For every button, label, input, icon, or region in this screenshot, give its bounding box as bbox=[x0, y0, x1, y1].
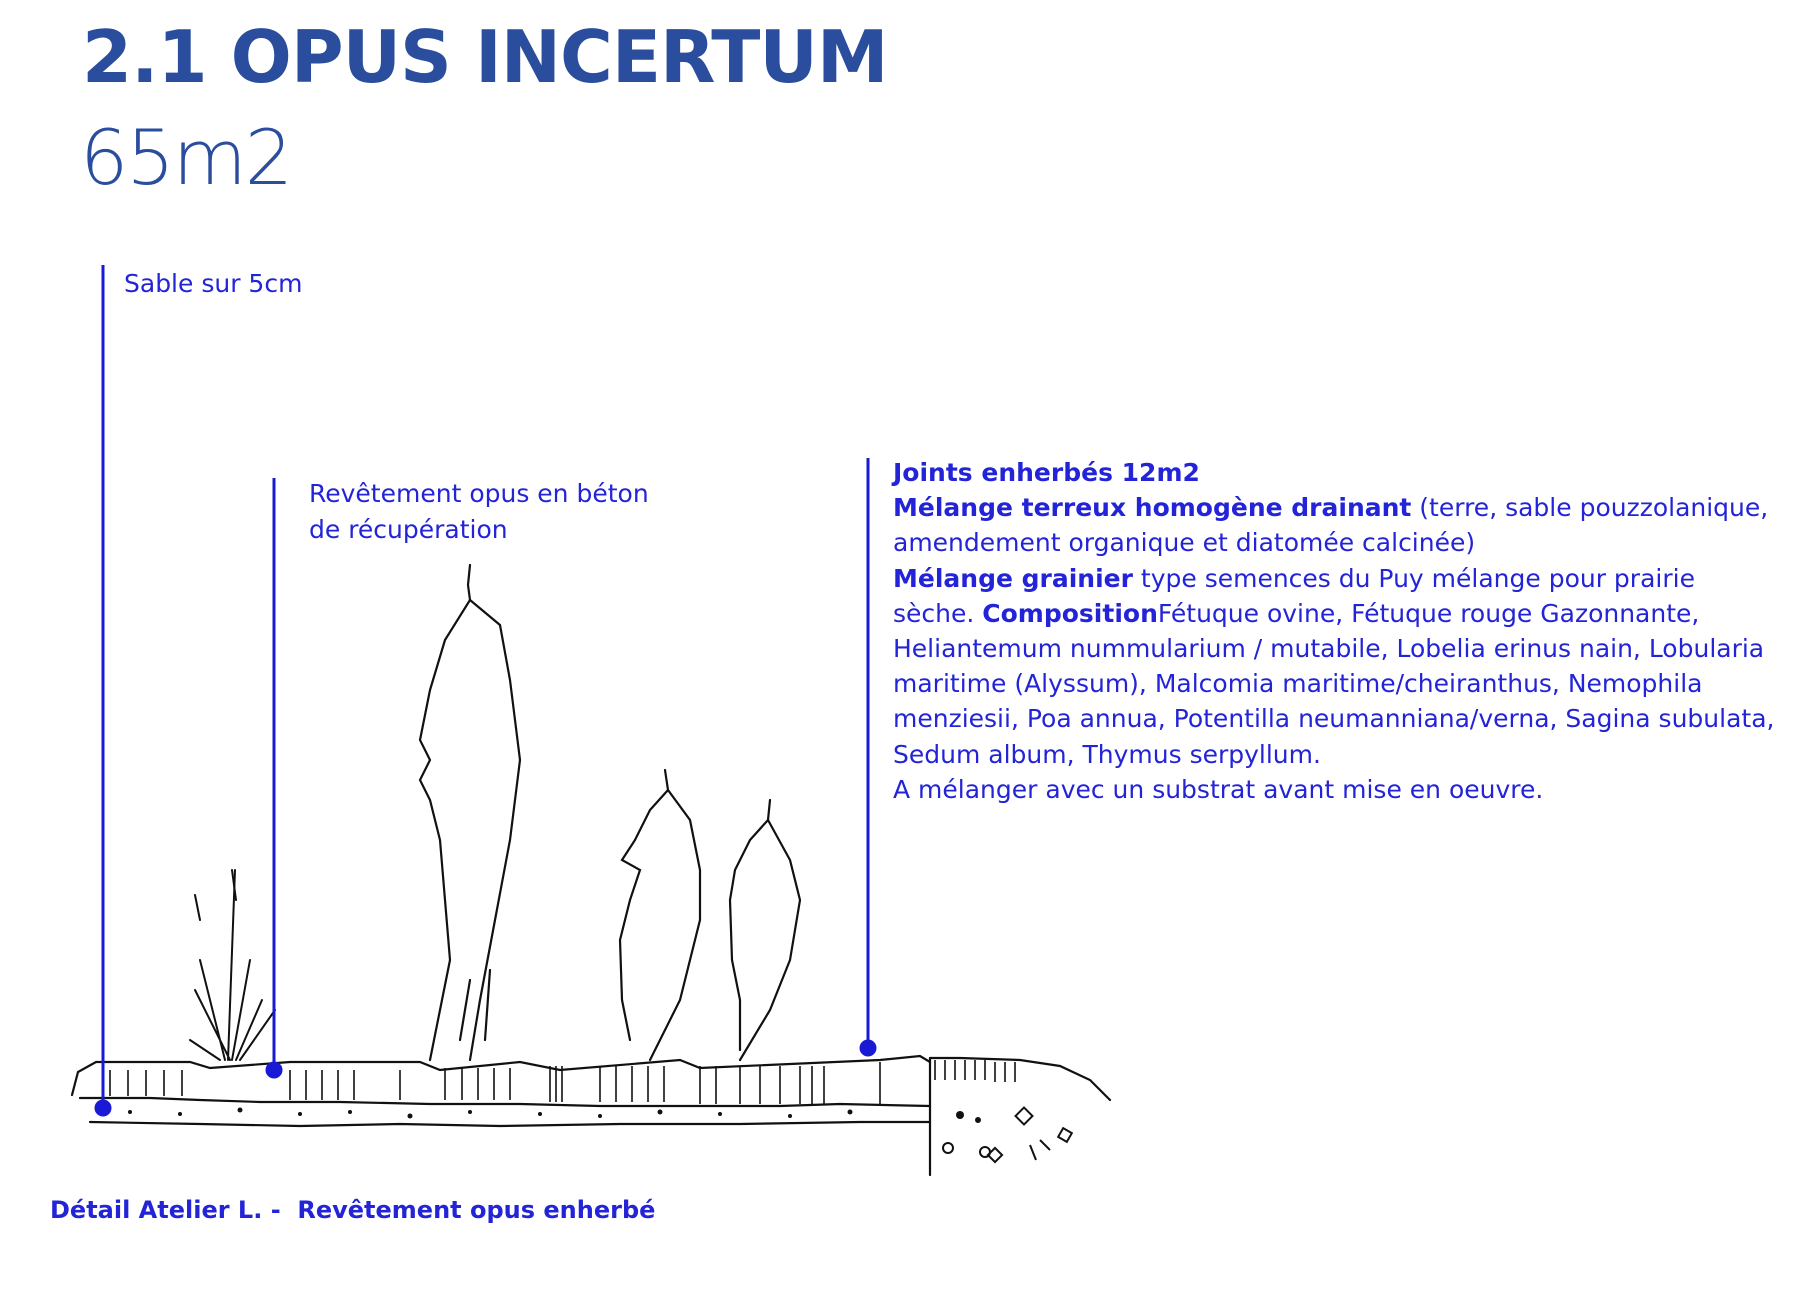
figure-tall bbox=[420, 565, 520, 1060]
page-title: 2.1 OPUS INCERTUM bbox=[82, 15, 888, 99]
figure-middle bbox=[620, 770, 800, 1060]
grass-tuft bbox=[190, 870, 275, 1060]
melange-grainier-title: Mélange grainier bbox=[893, 563, 1133, 593]
area-value: 65m2 bbox=[80, 113, 292, 202]
figure-caption: Détail Atelier L. - Revêtement opus enherbé bbox=[50, 1196, 656, 1224]
gravel bbox=[128, 1108, 981, 1124]
melange-terreux-text: (terre, sable pouzzolanique, amendement organique et diatomée calcinée) bbox=[893, 493, 1769, 558]
label-revetement-line2: de récupération bbox=[309, 515, 508, 544]
paving-slabs bbox=[110, 1060, 1015, 1104]
composition-text: Fétuque ovine, Fétuque rouge Gazonnante, Heliantemum nummularium / mutabile, Lobelia erinus nain, Lobularia maritime (Alyssum), Malcomia maritime/cheiranthus, Nemophila menziesii, Poa annua, Potentilla neumanniana/verna, Sagina subulata, Sedum album, Thymus serpyllum. bbox=[893, 598, 1775, 769]
composition-title: Composition bbox=[982, 598, 1158, 628]
label-revetement bbox=[309, 476, 729, 548]
melange-terreux-title: Mélange terreux homogène drainant bbox=[893, 493, 1412, 523]
label-revetement-line1: Revêtement opus en béton bbox=[309, 479, 649, 508]
label-sable: Sable sur 5cm bbox=[124, 269, 303, 298]
leader-lines bbox=[96, 265, 875, 1115]
melange-grainier-text: type semences du Puy mélange pour prairie sèche. bbox=[893, 563, 1695, 628]
final-note: A mélanger avec un substrat avant mise en oeuvre. bbox=[893, 774, 1544, 804]
joints-title: Joints enherbés 12m2 bbox=[893, 458, 1200, 487]
joints-notes bbox=[893, 455, 1783, 807]
